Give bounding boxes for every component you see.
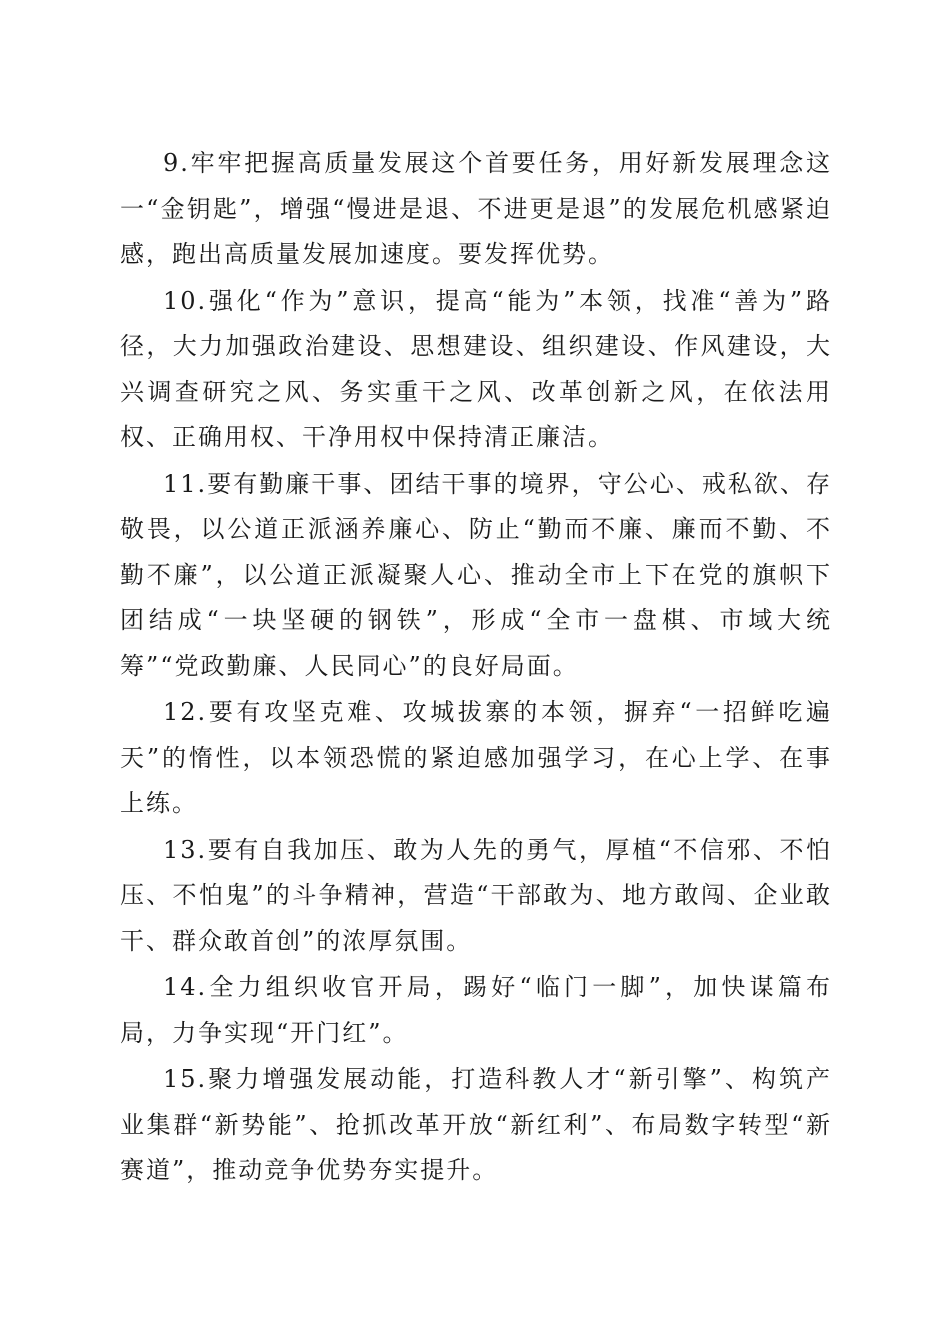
paragraph-10: 10.强化“作为”意识，提高“能为”本领，找准“善为”路径，大力加强政治建设、思想建设、组织建设、作风建设，大兴调查研究之风、务实重干之风、改革创新之风，在依法用权、正确用权、干净用权中保持清正廉洁。 — [120, 286, 832, 451]
document-body — [120, 141, 832, 1195]
paragraph-14: 14.全力组织收官开局，踢好“临门一脚”，加快谋篇布局，力争实现“开门红”。 — [120, 973, 832, 1047]
paragraph-11: 11.要有勤廉干事、团结干事的境界，守公心、戒私欲、存敬畏，以公道正派涵养廉心、防止“勤而不廉、廉而不勤、不勤不廉”，以公道正派凝聚人心、推动全市上下在党的旗帜下团结成“一块坚硬的钢铁”，形成“全市一盘棋、市域大统筹”“党政勤廉、人民同心”的良好局面。 — [120, 469, 832, 680]
paragraph-12: 12.要有攻坚克难、攻城拔寨的本领，摒弃“一招鲜吃遍天”的惰性，以本领恐慌的紧迫感加强学习，在心上学、在事上练。 — [120, 698, 832, 817]
paragraph-13: 13.要有自我加压、敢为人先的勇气，厚植“不信邪、不怕压、不怕鬼”的斗争精神，营造“干部敢为、地方敢闯、企业敢干、群众敢首创”的浓厚氛围。 — [120, 835, 832, 955]
paragraph-15: 15.聚力增强发展动能，打造科教人才“新引擎”、构筑产业集群“新势能”、抢抓改革开放“新红利”、布局数字转型“新赛道”，推动竞争优势夯实提升。 — [120, 1065, 832, 1184]
paragraph-9: 9.牢牢把握高质量发展这个首要任务，用好新发展理念这一“金钥匙”，增强“慢进是退、不进更是退”的发展危机感紧迫感，跑出高质量发展加速度。要发挥优势。 — [120, 149, 832, 268]
